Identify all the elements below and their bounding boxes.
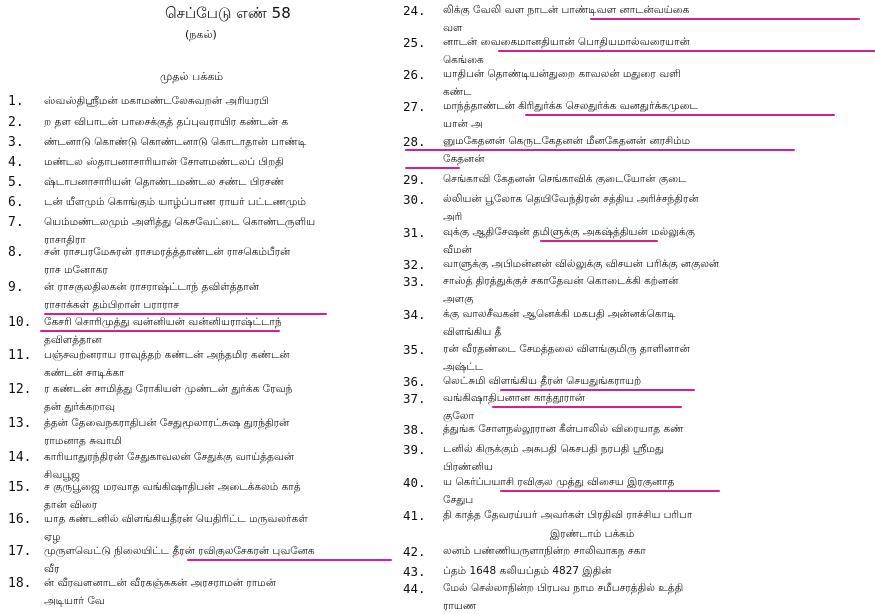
left-line-number: 2. [8,115,24,130]
right-line-number: 41. [403,508,426,523]
right-line-number: 26. [403,67,426,82]
right-line-text: த்துங்க சோளநல்லூரான கீள்பாலில் விரையாத கண் [443,423,684,435]
left-line-text: பஞ்சவற்னராய ராவுத்தற் கண்டன் அந்தமிர கண்டன் [44,349,290,361]
right-line-number: 37. [403,391,426,406]
right-line-text: வங்கிஷாதிபனான காத்தூரான் [443,392,585,404]
highlight-underline [525,114,835,116]
left-line-text: ஏழ [44,531,61,543]
left-line-number: 10. [8,315,32,330]
right-line-text: வீமன் [443,244,472,256]
right-line-number: 25. [403,35,426,50]
right-line-number: 24. [403,3,426,18]
left-line-text: அடியார் வே [44,595,105,607]
left-line-text: ஸ்வஸ்திஸ்ரீமன் மகாமண்டலேசுவறன் அரியரபி [44,95,269,107]
left-line-text: சிவபூஜ [44,469,80,481]
left-line-number: 6. [8,195,24,210]
right-line-text: ய கெர்ப்பயாசி ரவிகுல முத்து விசைய இரகுனாத [443,476,675,488]
left-line-number: 5. [8,175,24,190]
left-line-text: காரியாதுரந்திரன் சேதுகாவலன் சேதுக்கு வாய்த்தவன் [44,451,295,463]
right-line-number: 31. [403,225,426,240]
left-line-number: 15. [8,480,32,495]
left-line-text: ன் ராசகுலதிலகன் ராசராஷ்ட்டாந் தவிள்த்தான் [44,281,260,293]
right-line-text: னாடன் வைகைமானதியான் பொதியமால்வரையான் [443,36,690,48]
right-line-text: தி காத்த தேவரய்யர் அவர்கள் பிரதிவி ராச்சிய பரிபா [443,509,693,521]
left-line-number: 8. [8,245,24,260]
right-line-number: 30. [403,192,426,207]
left-line-text: கேசரி சொரிமுத்து வன்னியன் வன்னியராஷ்ட்டாந் [44,316,282,328]
right-line-text: சாஸ்த் திரத்துக்குச் சகாதேவன் கொடைக்கி கற்னன் [443,275,679,287]
right-line-number: 43. [403,564,426,579]
left-line-text: த்தன் தேவைநகராதிபன் சேதுமூலாரட்சுஷ துரந்திரன் [44,417,290,429]
right-line-text: கண்ட [443,86,472,98]
left-line-number: 4. [8,155,24,170]
right-line-number: 33. [403,274,426,289]
left-line-text: தன் துர்க்கறாவு [44,401,116,413]
left-line-number: 14. [8,450,32,465]
right-line-text: லெட்சுமி விளங்கிய தீரன் செயதுங்கராயற் [443,375,642,387]
section-heading-second-page: இரண்டாம் பக்கம் [550,528,635,540]
highlight-underline [500,490,720,492]
right-line-text: டனில் கிருக்கும் அசுபதி கெசபதி நரபதி ஸ்ரீமது [443,443,664,455]
left-line-text: ராமனாத சுவாமி [44,435,122,447]
highlight-underline [187,559,392,561]
left-line-text: ச குருபூஜை மரவாத வங்கிஷாதிபன் அடைக்கலம் காத் [44,481,301,493]
highlight-underline [40,330,280,332]
right-line-text: யாதிபன் தொண்டியன்துறை காவலன் மதுரை வளி [443,68,681,80]
document-title: செப்பேடு எண் 58 [165,4,291,22]
left-line-text: டன் யீளமும் கொங்கும் யாழ்ப்பாண ராயர் பட்டணமும் [44,196,306,208]
right-line-number: 32. [403,257,426,272]
left-line-number: 3. [8,135,24,150]
right-line-text: லனம் பண்ணியருளாநின்ற சாலிவாகந சகா [443,545,646,557]
right-line-text: ரன் வீரதண்டை சேமத்தலை விளங்குமிரு தாளினான் [443,343,690,355]
left-line-text: ராசாதிரா [44,234,86,246]
right-line-number: 34. [403,307,426,322]
right-line-text: செங்காவி கேதனன் செங்காவிக் குடையோன் குடை [443,173,687,185]
right-line-number: 27. [403,99,426,114]
highlight-underline [44,313,327,315]
left-line-number: 12. [8,382,32,397]
right-line-text: கேதனன் [443,153,485,165]
right-line-text: லிக்கு வேலி வள நாடன் பாண்டிவள னாடன்வய்கை [443,4,690,16]
right-line-number: 29. [403,172,426,187]
left-line-text: ராச மனோகர [44,264,108,276]
left-line-text: ண்டனாடு கொண்டு கொண்டனாடு கொடாதான் பாண்டி [44,136,307,148]
highlight-underline [405,149,795,151]
right-line-text: வள [443,22,463,34]
right-line-text: ராயண [443,600,477,612]
highlight-underline [590,18,860,20]
section-heading-first-page: முதல் பக்கம் [160,70,224,83]
left-line-text: மண்டல ஸ்தாபனாசாரியான் சோளமண்டலப் பிறதி [44,156,284,168]
highlight-underline [498,50,875,52]
right-line-text: குலோ [443,410,474,422]
left-line-text: கண்டன் சாடிக்கா [44,367,125,379]
right-line-text: அஷ்ட்ட [443,361,484,373]
right-line-text: விளங்கிய தீ [443,326,502,338]
left-line-number: 13. [8,416,32,431]
left-line-number: 7. [8,215,24,230]
left-line-text: ராசாக்கள் தம்பிறான் பராராச [44,299,179,311]
left-line-text: முருளவெட்டு நிலையிட்ட தீரன் ரவிகுலசேகரன் புவனேக [44,545,315,557]
highlight-underline [500,389,695,391]
left-line-text: ற தள விபாடன் பாசைக்குத் தப்புவராயிர கண்டன் க [44,116,289,128]
right-line-text: ப்தம் 1648 கலியப்தம் 4827 இதின் [443,565,612,577]
right-line-text: வுக்கு ஆதிசேஷன் தமிளுக்கு அகஷ்த்தியன் மல்லுக்கு [443,226,695,238]
left-line-text: சன் ராசபரமேசுரன் ராசமரத்த்தாண்டன் ராசகெம்பீரன் [44,246,291,258]
left-line-text: யெம்மண்டலமும் அளித்து கெசவேட்டை கொண்டருளிய [44,216,316,228]
right-line-text: யான் அ [443,118,483,130]
left-line-number: 16. [8,512,32,527]
highlight-underline [540,240,658,242]
left-line-text: ஷ்டாபனாசாரியன் தொண்டமண்டல சண்ட பிரசண் [44,176,284,188]
right-line-text: மேல் செல்லாநின்ற பிரபவ நாம சமீபசரத்தில் உத்தி [443,582,684,594]
right-line-text: மாந்த்தாண்டன் கிரிதுர்க்க செலதுர்க்க வனதுர்க்கமுடை [443,100,698,112]
right-line-number: 28. [403,134,426,149]
left-line-text: வீர [44,563,60,575]
left-line-number: 17. [8,544,32,559]
right-line-number: 39. [403,442,426,457]
right-line-text: க்கு வாலசீவகன் ஆனெக்கி மகபதி அன்னக்கொடி [443,308,676,320]
left-line-number: 11. [8,348,32,363]
right-line-text: அளகு [443,293,474,305]
right-line-number: 40. [403,475,426,490]
highlight-underline [405,167,460,169]
right-line-number: 36. [403,374,426,389]
right-line-number: 35. [403,342,426,357]
right-line-text: அரி [443,211,463,223]
highlight-underline [492,406,682,408]
left-line-text: ர கண்டன் சாமித்து ரோகியள் முண்டன் துர்க்க ரேவந் [44,383,293,395]
left-line-text: ன் வீரவளனாடன் வீரகஞ்சுகன் அரசராமன் ராமன் [44,577,276,589]
left-line-text: தான் விரை [44,499,98,511]
left-line-text: தவிளத்தான [44,334,102,346]
right-line-text: கெங்கை [443,54,484,66]
right-line-number: 44. [403,581,426,596]
right-line-number: 42. [403,544,426,559]
right-line-text: ல்லியன் பூலோக தெயிவேந்திரன் சத்திய அரிச்சந்திரன் [443,193,699,205]
document-subtitle: (நகல்) [185,28,217,41]
right-line-text: வாளுக்கு அபிமன்னன் வில்லுக்கு விசயன் பரிக்கு னகுலன் [443,258,720,270]
left-line-number: 9. [8,280,24,295]
right-line-text: னுமகேதனன் கெருடகேதனன் மீனகேதனன் னரசிம்ம [443,135,691,147]
left-line-text: யாத கண்டனில் விளங்கியதீரன் யெதிரிட்ட மருவலர்கள் [44,513,308,525]
left-line-number: 18. [8,576,32,591]
right-line-text: சேதுப [443,494,474,506]
left-line-number: 1. [8,94,24,109]
right-line-text: பிரண்னிய [443,461,493,473]
right-line-number: 38. [403,422,426,437]
